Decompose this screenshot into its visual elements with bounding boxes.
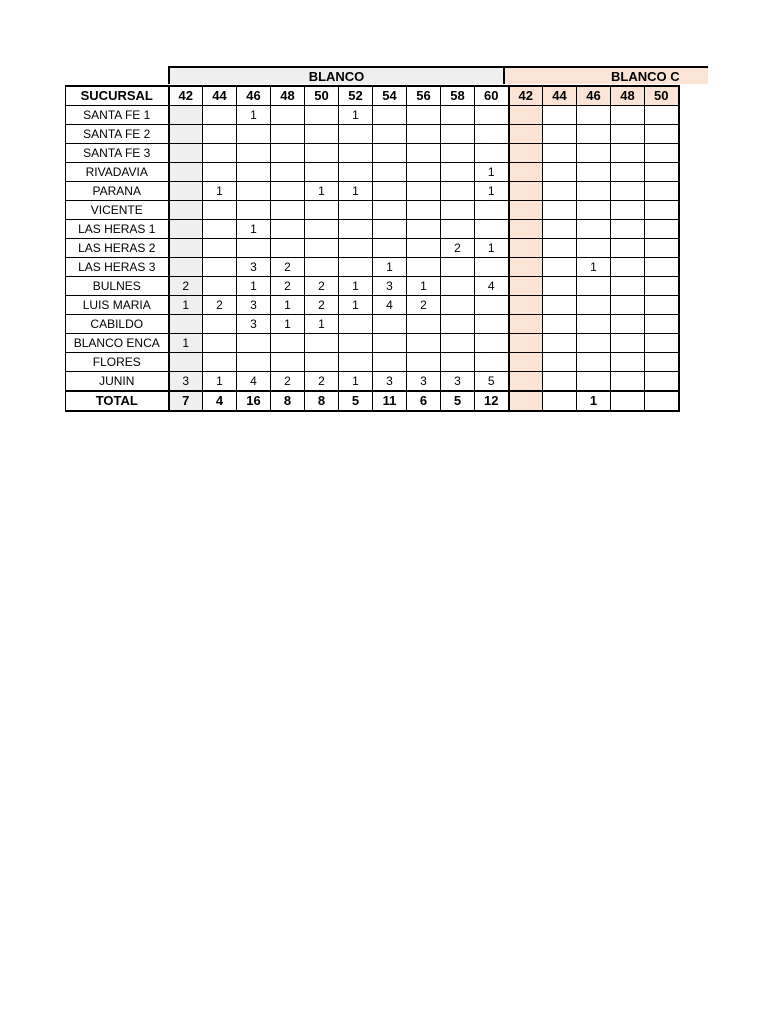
branch-name-cell[interactable]: FLORES (66, 353, 169, 372)
quantity-cell[interactable] (509, 334, 543, 353)
quantity-cell[interactable] (407, 258, 441, 277)
quantity-cell[interactable] (611, 258, 645, 277)
quantity-cell[interactable] (169, 144, 203, 163)
size-header[interactable]: 46 (577, 86, 611, 106)
quantity-cell[interactable]: 1 (237, 220, 271, 239)
quantity-cell[interactable]: 4 (475, 277, 509, 296)
quantity-cell[interactable] (543, 182, 577, 201)
total-cell[interactable]: 12 (475, 391, 509, 411)
total-cell[interactable]: 11 (373, 391, 407, 411)
quantity-cell[interactable] (339, 315, 373, 334)
quantity-cell[interactable] (645, 372, 679, 392)
branch-name-cell[interactable]: SANTA FE 2 (66, 125, 169, 144)
quantity-cell[interactable] (475, 258, 509, 277)
quantity-cell[interactable] (611, 144, 645, 163)
quantity-cell[interactable] (475, 125, 509, 144)
quantity-cell[interactable] (339, 163, 373, 182)
quantity-cell[interactable]: 5 (475, 372, 509, 392)
quantity-cell[interactable] (271, 239, 305, 258)
quantity-cell[interactable] (577, 239, 611, 258)
quantity-cell[interactable] (407, 106, 441, 125)
quantity-cell[interactable] (543, 296, 577, 315)
quantity-cell[interactable] (305, 106, 339, 125)
total-cell[interactable]: 1 (577, 391, 611, 411)
quantity-cell[interactable] (509, 106, 543, 125)
quantity-cell[interactable] (509, 201, 543, 220)
quantity-cell[interactable]: 1 (339, 106, 373, 125)
size-header[interactable]: 50 (645, 86, 679, 106)
quantity-cell[interactable]: 2 (407, 296, 441, 315)
quantity-cell[interactable]: 2 (305, 277, 339, 296)
quantity-cell[interactable] (543, 277, 577, 296)
quantity-cell[interactable]: 1 (203, 372, 237, 392)
quantity-cell[interactable] (237, 125, 271, 144)
quantity-cell[interactable] (169, 106, 203, 125)
quantity-cell[interactable] (203, 258, 237, 277)
quantity-cell[interactable] (305, 125, 339, 144)
quantity-cell[interactable] (305, 334, 339, 353)
quantity-cell[interactable]: 1 (339, 277, 373, 296)
quantity-cell[interactable] (509, 315, 543, 334)
total-cell[interactable] (611, 391, 645, 411)
table-row (66, 239, 679, 258)
quantity-cell[interactable] (271, 106, 305, 125)
size-header[interactable]: 52 (339, 86, 373, 106)
spreadsheet (65, 65, 708, 417)
branch-name-cell[interactable]: LAS HERAS 1 (66, 220, 169, 239)
size-header[interactable]: 58 (441, 86, 475, 106)
total-cell[interactable]: 4 (203, 391, 237, 411)
quantity-cell[interactable] (305, 353, 339, 372)
quantity-cell[interactable] (237, 353, 271, 372)
quantity-cell[interactable] (373, 163, 407, 182)
quantity-cell[interactable]: 4 (237, 372, 271, 392)
quantity-cell[interactable] (577, 277, 611, 296)
quantity-cell[interactable] (475, 106, 509, 125)
quantity-cell[interactable] (645, 258, 679, 277)
quantity-cell[interactable]: 1 (203, 182, 237, 201)
quantity-cell[interactable] (509, 239, 543, 258)
branch-name-cell[interactable]: PARANA (66, 182, 169, 201)
quantity-cell[interactable] (611, 163, 645, 182)
size-header[interactable]: 42 (509, 86, 543, 106)
quantity-cell[interactable] (339, 239, 373, 258)
quantity-cell[interactable] (509, 296, 543, 315)
quantity-cell[interactable] (611, 201, 645, 220)
quantity-cell[interactable]: 1 (169, 334, 203, 353)
total-cell[interactable]: 8 (305, 391, 339, 411)
quantity-cell[interactable]: 1 (305, 182, 339, 201)
total-cell[interactable]: 7 (169, 391, 203, 411)
quantity-cell[interactable] (305, 220, 339, 239)
quantity-cell[interactable] (169, 125, 203, 144)
quantity-cell[interactable] (577, 144, 611, 163)
quantity-cell[interactable] (203, 144, 237, 163)
table-row (66, 315, 679, 334)
table-row (66, 353, 679, 372)
quantity-cell[interactable]: 1 (373, 258, 407, 277)
quantity-cell[interactable] (543, 258, 577, 277)
quantity-cell[interactable]: 3 (441, 372, 475, 392)
quantity-cell[interactable] (169, 163, 203, 182)
total-label[interactable]: TOTAL (66, 391, 169, 411)
quantity-cell[interactable] (509, 277, 543, 296)
quantity-cell[interactable] (577, 296, 611, 315)
quantity-cell[interactable] (543, 106, 577, 125)
branch-name-cell[interactable]: SANTA FE 1 (66, 106, 169, 125)
quantity-cell[interactable]: 1 (339, 182, 373, 201)
quantity-cell[interactable] (339, 144, 373, 163)
quantity-cell[interactable] (645, 239, 679, 258)
quantity-cell[interactable] (373, 220, 407, 239)
quantity-cell[interactable]: 3 (373, 372, 407, 392)
quantity-cell[interactable] (373, 334, 407, 353)
quantity-cell[interactable] (373, 353, 407, 372)
quantity-cell[interactable] (577, 372, 611, 392)
quantity-cell[interactable] (441, 125, 475, 144)
total-cell[interactable] (645, 391, 679, 411)
quantity-cell[interactable] (373, 182, 407, 201)
total-cell[interactable]: 5 (339, 391, 373, 411)
branch-name-cell[interactable]: RIVADAVIA (66, 163, 169, 182)
quantity-cell[interactable]: 3 (169, 372, 203, 392)
quantity-cell[interactable]: 1 (237, 106, 271, 125)
quantity-cell[interactable] (645, 315, 679, 334)
quantity-cell[interactable] (645, 163, 679, 182)
size-header[interactable]: 60 (475, 86, 509, 106)
quantity-cell[interactable] (611, 220, 645, 239)
quantity-cell[interactable] (611, 334, 645, 353)
quantity-cell[interactable] (237, 334, 271, 353)
quantity-cell[interactable]: 1 (271, 315, 305, 334)
quantity-cell[interactable] (543, 239, 577, 258)
quantity-cell[interactable] (203, 201, 237, 220)
size-header[interactable]: 56 (407, 86, 441, 106)
quantity-cell[interactable] (441, 144, 475, 163)
quantity-cell[interactable] (203, 106, 237, 125)
quantity-cell[interactable] (577, 163, 611, 182)
quantity-cell[interactable] (373, 144, 407, 163)
table-row (66, 125, 679, 144)
quantity-cell[interactable]: 2 (441, 239, 475, 258)
quantity-cell[interactable] (577, 353, 611, 372)
total-cell[interactable] (543, 391, 577, 411)
quantity-cell[interactable] (203, 334, 237, 353)
quantity-cell[interactable] (645, 296, 679, 315)
sales-size-table (65, 85, 680, 412)
quantity-cell[interactable] (271, 125, 305, 144)
quantity-cell[interactable]: 2 (169, 277, 203, 296)
quantity-cell[interactable] (169, 182, 203, 201)
quantity-cell[interactable] (645, 201, 679, 220)
table-row (66, 163, 679, 182)
quantity-cell[interactable] (271, 182, 305, 201)
quantity-cell[interactable] (237, 201, 271, 220)
quantity-cell[interactable] (237, 239, 271, 258)
quantity-cell[interactable] (611, 296, 645, 315)
quantity-cell[interactable]: 2 (305, 372, 339, 392)
total-cell[interactable] (509, 391, 543, 411)
table-row (66, 201, 679, 220)
quantity-cell[interactable] (339, 258, 373, 277)
quantity-cell[interactable] (407, 334, 441, 353)
quantity-cell[interactable] (373, 239, 407, 258)
quantity-cell[interactable] (373, 201, 407, 220)
branch-name-cell[interactable]: LUIS MARIA (66, 296, 169, 315)
quantity-cell[interactable] (441, 334, 475, 353)
size-header[interactable]: 44 (543, 86, 577, 106)
quantity-cell[interactable] (543, 220, 577, 239)
quantity-cell[interactable] (611, 353, 645, 372)
quantity-cell[interactable] (237, 182, 271, 201)
quantity-cell[interactable] (441, 201, 475, 220)
quantity-cell[interactable] (271, 353, 305, 372)
quantity-cell[interactable] (203, 277, 237, 296)
quantity-cell[interactable]: 2 (271, 277, 305, 296)
quantity-cell[interactable] (577, 315, 611, 334)
quantity-cell[interactable]: 4 (373, 296, 407, 315)
quantity-cell[interactable] (373, 106, 407, 125)
total-row (66, 391, 679, 411)
quantity-cell[interactable] (509, 372, 543, 392)
quantity-cell[interactable] (203, 163, 237, 182)
quantity-cell[interactable] (441, 106, 475, 125)
quantity-cell[interactable] (271, 201, 305, 220)
table-row (66, 296, 679, 315)
quantity-cell[interactable] (577, 334, 611, 353)
quantity-cell[interactable]: 3 (237, 258, 271, 277)
quantity-cell[interactable]: 3 (373, 277, 407, 296)
size-header[interactable]: 46 (237, 86, 271, 106)
quantity-cell[interactable] (169, 239, 203, 258)
quantity-cell[interactable] (475, 144, 509, 163)
quantity-cell[interactable] (407, 163, 441, 182)
quantity-cell[interactable]: 1 (237, 277, 271, 296)
quantity-cell[interactable] (305, 163, 339, 182)
quantity-cell[interactable] (407, 315, 441, 334)
quantity-cell[interactable]: 3 (237, 296, 271, 315)
quantity-cell[interactable] (237, 144, 271, 163)
branch-name-cell[interactable]: BLANCO ENCA (66, 334, 169, 353)
table-row (66, 372, 679, 392)
quantity-cell[interactable]: 3 (237, 315, 271, 334)
quantity-cell[interactable] (339, 334, 373, 353)
quantity-cell[interactable] (543, 125, 577, 144)
quantity-cell[interactable] (203, 239, 237, 258)
size-header[interactable]: 54 (373, 86, 407, 106)
quantity-cell[interactable] (271, 220, 305, 239)
total-cell[interactable]: 16 (237, 391, 271, 411)
quantity-cell[interactable] (509, 258, 543, 277)
quantity-cell[interactable] (509, 144, 543, 163)
table-row (66, 144, 679, 163)
quantity-cell[interactable] (509, 353, 543, 372)
quantity-cell[interactable]: 2 (271, 372, 305, 392)
quantity-cell[interactable]: 1 (475, 182, 509, 201)
quantity-cell[interactable]: 1 (339, 296, 373, 315)
quantity-cell[interactable] (577, 182, 611, 201)
quantity-cell[interactable] (509, 125, 543, 144)
quantity-cell[interactable] (169, 220, 203, 239)
header-row (66, 86, 679, 106)
table-row (66, 106, 679, 125)
quantity-cell[interactable] (611, 277, 645, 296)
table-row (66, 258, 679, 277)
quantity-cell[interactable] (305, 258, 339, 277)
quantity-cell[interactable] (203, 125, 237, 144)
quantity-cell[interactable] (441, 220, 475, 239)
quantity-cell[interactable]: 3 (407, 372, 441, 392)
size-header[interactable]: 50 (305, 86, 339, 106)
quantity-cell[interactable] (203, 315, 237, 334)
quantity-cell[interactable] (611, 182, 645, 201)
quantity-cell[interactable] (407, 125, 441, 144)
branch-name-cell[interactable]: LAS HERAS 3 (66, 258, 169, 277)
total-cell[interactable]: 8 (271, 391, 305, 411)
quantity-cell[interactable] (543, 353, 577, 372)
quantity-cell[interactable] (611, 372, 645, 392)
branch-name-cell[interactable]: BULNES (66, 277, 169, 296)
quantity-cell[interactable] (543, 144, 577, 163)
quantity-cell[interactable] (339, 353, 373, 372)
quantity-cell[interactable] (441, 258, 475, 277)
quantity-cell[interactable] (203, 353, 237, 372)
quantity-cell[interactable]: 2 (271, 258, 305, 277)
size-header[interactable]: 48 (611, 86, 645, 106)
table-row (66, 277, 679, 296)
quantity-cell[interactable] (407, 220, 441, 239)
quantity-cell[interactable] (441, 353, 475, 372)
quantity-cell[interactable] (339, 125, 373, 144)
quantity-cell[interactable] (407, 182, 441, 201)
quantity-cell[interactable] (305, 239, 339, 258)
branch-name-cell[interactable]: SANTA FE 3 (66, 144, 169, 163)
quantity-cell[interactable]: 1 (271, 296, 305, 315)
quantity-cell[interactable] (373, 315, 407, 334)
quantity-cell[interactable] (441, 163, 475, 182)
quantity-cell[interactable] (543, 372, 577, 392)
quantity-cell[interactable] (645, 277, 679, 296)
quantity-cell[interactable] (611, 125, 645, 144)
table-row (66, 220, 679, 239)
quantity-cell[interactable] (475, 315, 509, 334)
quantity-cell[interactable] (475, 220, 509, 239)
quantity-cell[interactable] (441, 277, 475, 296)
branch-name-cell[interactable]: LAS HERAS 2 (66, 239, 169, 258)
quantity-cell[interactable]: 1 (475, 163, 509, 182)
quantity-cell[interactable] (373, 125, 407, 144)
quantity-cell[interactable]: 2 (305, 296, 339, 315)
quantity-cell[interactable] (407, 144, 441, 163)
table-row (66, 334, 679, 353)
size-header[interactable]: 44 (203, 86, 237, 106)
quantity-cell[interactable] (169, 353, 203, 372)
quantity-cell[interactable] (271, 163, 305, 182)
quantity-cell[interactable] (645, 220, 679, 239)
quantity-cell[interactable] (339, 201, 373, 220)
group-header-blanco-c[interactable]: BLANCO C (505, 66, 708, 84)
quantity-cell[interactable] (475, 296, 509, 315)
quantity-cell[interactable] (611, 239, 645, 258)
quantity-cell[interactable] (169, 315, 203, 334)
quantity-cell[interactable] (509, 182, 543, 201)
quantity-cell[interactable] (611, 106, 645, 125)
quantity-cell[interactable] (645, 353, 679, 372)
quantity-cell[interactable] (543, 163, 577, 182)
branch-name-cell[interactable]: JUNIN (66, 372, 169, 392)
quantity-cell[interactable] (475, 334, 509, 353)
quantity-cell[interactable] (271, 144, 305, 163)
quantity-cell[interactable] (645, 334, 679, 353)
quantity-cell[interactable] (475, 201, 509, 220)
quantity-cell[interactable] (237, 163, 271, 182)
quantity-cell[interactable]: 1 (305, 315, 339, 334)
quantity-cell[interactable] (441, 315, 475, 334)
branch-name-cell[interactable]: VICENTE (66, 201, 169, 220)
quantity-cell[interactable] (407, 353, 441, 372)
quantity-cell[interactable] (203, 220, 237, 239)
quantity-cell[interactable] (577, 125, 611, 144)
size-header[interactable]: 48 (271, 86, 305, 106)
quantity-cell[interactable] (509, 163, 543, 182)
quantity-cell[interactable] (645, 106, 679, 125)
quantity-cell[interactable] (645, 182, 679, 201)
total-cell[interactable]: 5 (441, 391, 475, 411)
table-row (66, 182, 679, 201)
quantity-cell[interactable] (543, 201, 577, 220)
quantity-cell[interactable]: 1 (169, 296, 203, 315)
quantity-cell[interactable] (645, 125, 679, 144)
quantity-cell[interactable] (407, 239, 441, 258)
quantity-cell[interactable] (577, 106, 611, 125)
quantity-cell[interactable] (577, 220, 611, 239)
quantity-cell[interactable] (577, 201, 611, 220)
total-cell[interactable]: 6 (407, 391, 441, 411)
group-header-blanco[interactable]: BLANCO (168, 66, 505, 84)
quantity-cell[interactable] (169, 201, 203, 220)
quantity-cell[interactable]: 1 (407, 277, 441, 296)
quantity-cell[interactable]: 1 (475, 239, 509, 258)
quantity-cell[interactable]: 2 (203, 296, 237, 315)
quantity-cell[interactable] (611, 315, 645, 334)
quantity-cell[interactable] (305, 201, 339, 220)
sucursal-header[interactable]: SUCURSAL (66, 86, 169, 106)
quantity-cell[interactable] (271, 334, 305, 353)
quantity-cell[interactable]: 1 (577, 258, 611, 277)
quantity-cell[interactable] (475, 353, 509, 372)
quantity-cell[interactable]: 1 (339, 372, 373, 392)
quantity-cell[interactable] (543, 315, 577, 334)
quantity-cell[interactable] (645, 144, 679, 163)
size-header[interactable]: 42 (169, 86, 203, 106)
quantity-cell[interactable] (509, 220, 543, 239)
quantity-cell[interactable] (441, 296, 475, 315)
quantity-cell[interactable] (305, 144, 339, 163)
quantity-cell[interactable] (407, 201, 441, 220)
quantity-cell[interactable] (169, 258, 203, 277)
quantity-cell[interactable] (339, 220, 373, 239)
quantity-cell[interactable] (441, 182, 475, 201)
branch-name-cell[interactable]: CABILDO (66, 315, 169, 334)
quantity-cell[interactable] (543, 334, 577, 353)
